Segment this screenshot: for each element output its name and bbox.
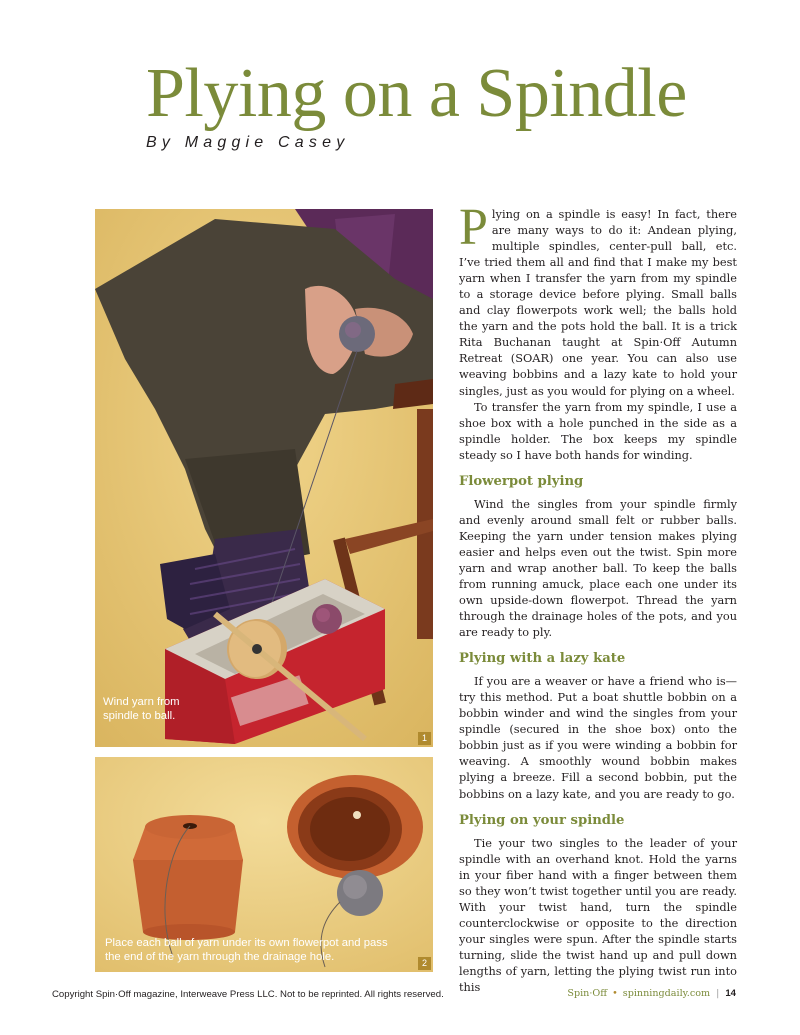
figure-2 [95, 757, 433, 972]
footer-magazine: Spin·Off [567, 988, 608, 999]
figure-2-caption: Place each ball of yarn under its own flowerpot and pass the end of the yarn through the drainage hole. [105, 937, 388, 963]
figure-1-caption: Wind yarn from spindle to ball. [103, 696, 180, 722]
intro-paragraph-1-text: lying on a spindle is easy! In fact, there are many ways to do it: Andean plying, multiple spindles, center-pull ball, etc. I’ve tried them all and find that I make my best yarn when I transfer the yarn from my spindle to a storage device before plying. Small balls and clay flowerpots work well; the balls hold the yarn and the pots hold the ball. It is a trick Rita Buchanan taught at Spin·Off Autumn Retreat (SOAR) one year. You can also use weaving bobbins and a lazy kate to hold your singles, just as you would for plying on a wheel. [459, 207, 737, 398]
copyright-notice: Copyright Spin·Off magazine, Interweave Press LLC. Not to be reprinted. All rights reserved. [52, 989, 444, 1000]
page-footer [567, 988, 736, 999]
section-heading-flowerpot: Flowerpot plying [459, 473, 584, 489]
footer-bullet: • [612, 988, 618, 999]
page-number: 14 [725, 988, 736, 999]
section-paragraph-spindle: Tie your two singles to the leader of your spindle with an overhand knot. Hold the yarns in your fiber hand with a finger between them so they won’t twist together until you are ready. With your twist hand, turn the spindle counterclockwise or opposite to the direction your singles were spun. After the spindle starts turning, slide the twist hand up and pull down lengths of yarn, letting the plying twist run into this [459, 835, 737, 994]
figure-2-number: 2 [418, 957, 431, 970]
drop-cap: P [459, 199, 488, 256]
byline: By Maggie Casey [146, 134, 350, 151]
figure-1-photo [95, 209, 433, 747]
figure-1 [95, 209, 433, 747]
article-body [459, 199, 737, 995]
footer-website[interactable]: spinningdaily.com [622, 988, 711, 999]
footer-separator: | [716, 988, 720, 999]
figure-1-number: 1 [418, 732, 431, 745]
article-title: Plying on a Spindle [146, 55, 687, 132]
section-heading-spindle: Plying on your spindle [459, 812, 625, 828]
section-paragraph-lazy-kate: If you are a weaver or have a friend who is—try this method. Put a boat shuttle bobbin on a bobbin winder and wind the singles from your spindle (secured in the shoe box) onto the bobbin just as if you were winding a bobbin for weaving. A smoothly wound bobbin makes plying a breeze. Fill a second bobbin, put the bobbins on a lazy kate, and you are ready to go. [459, 674, 737, 801]
intro-paragraph-1 [459, 199, 737, 399]
intro-paragraph-2: To transfer the yarn from my spindle, I use a shoe box with a hole punched in the side as a spindle holder. The box keeps my spindle steady so I have both hands for winding. [459, 399, 737, 462]
section-paragraph-flowerpot: Wind the singles from your spindle firmly and evenly around small felt or rubber balls. Keeping the yarn under tension makes plying easier and helps even out the twist. Spin more yarn and wrap another ball. To keep the balls from running amuck, place each one under its own upside-down flowerpot. Thread the yarn through the drainage holes of the pots, and you are ready to ply. [459, 496, 737, 640]
section-heading-lazy-kate: Plying with a lazy kate [459, 651, 626, 667]
